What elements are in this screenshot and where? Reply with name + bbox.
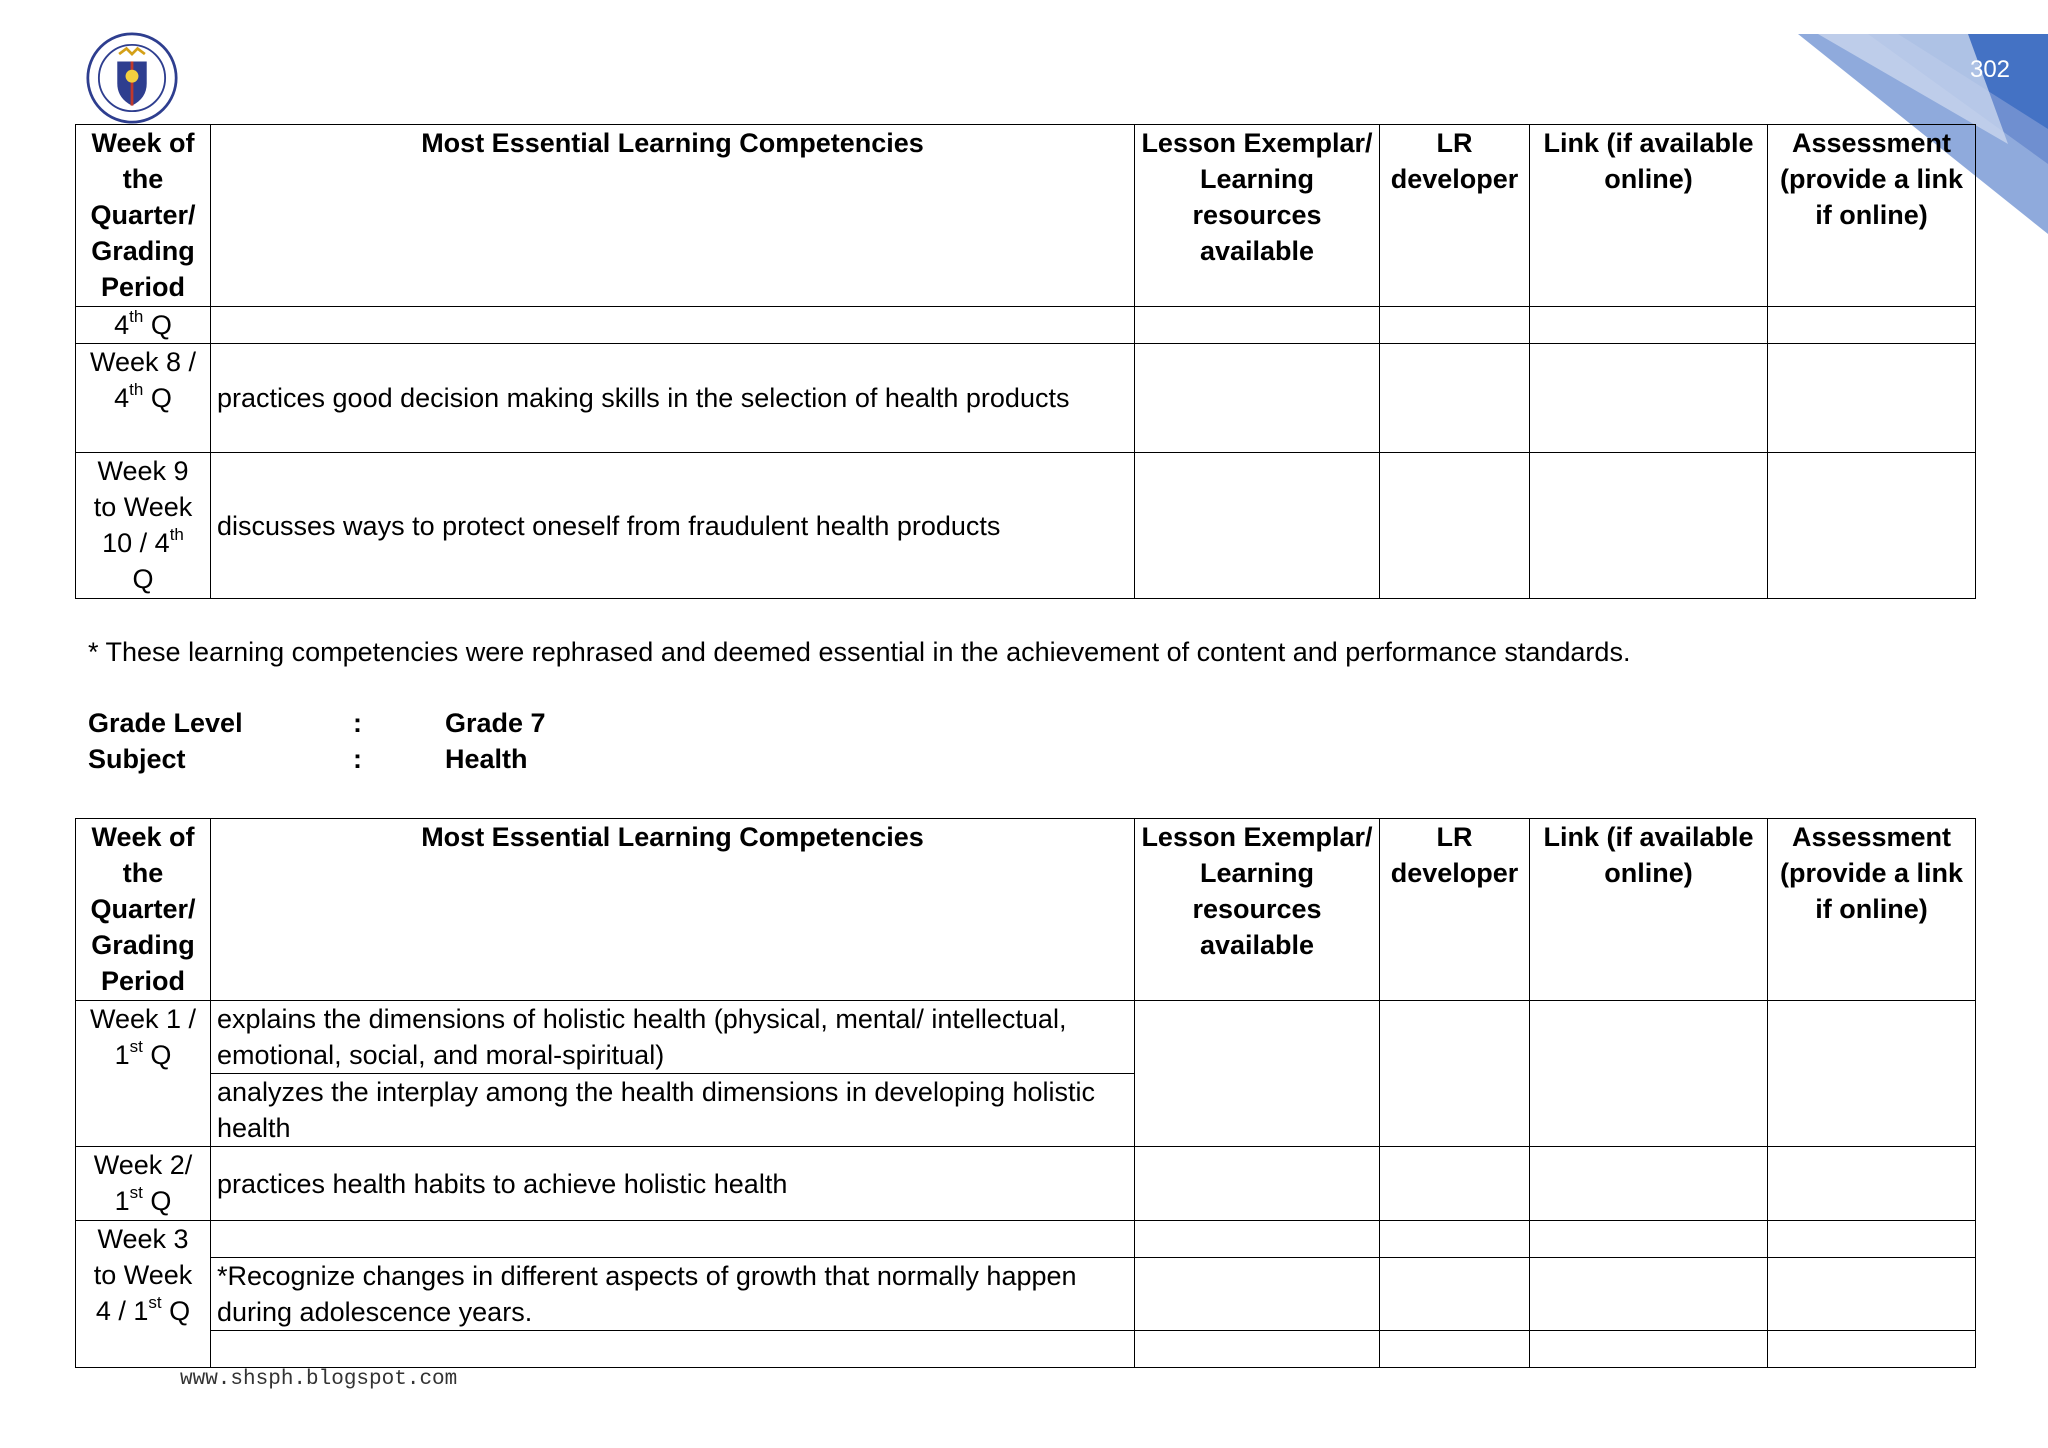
col-header-lr-developer: LR developer: [1380, 125, 1530, 307]
grade-level-label: Grade Level: [88, 708, 243, 738]
subject-value: Health: [445, 744, 528, 774]
col-header-week: Week of the Quarter/ Grading Period: [76, 125, 211, 307]
col-header-lesson-exemplar: Lesson Exemplar/ Learning resources available: [1135, 819, 1380, 1001]
deped-seal-icon: [86, 32, 178, 124]
competency-cell: discusses ways to protect oneself from fraudulent health products: [211, 453, 1135, 599]
week-cell: Week 9 to Week 10 / 4th Q: [76, 453, 211, 599]
table-row: [76, 453, 1976, 599]
page-number: 302: [1969, 56, 2011, 83]
week-cell: 4th Q: [76, 307, 211, 344]
table-row: [76, 344, 1976, 453]
col-header-link: Link (if available online): [1530, 125, 1768, 307]
week-cell: Week 8 / 4th Q: [76, 344, 211, 453]
table-header-row: [76, 125, 1976, 307]
table-row: [76, 1147, 1976, 1221]
grade-level-value: Grade 7: [445, 708, 546, 738]
week-cell: Week 1 / 1st Q: [76, 1001, 211, 1147]
subject-label: Subject: [88, 744, 186, 774]
competency-cell: practices health habits to achieve holistic health: [211, 1147, 1135, 1221]
table-row: [76, 1331, 1976, 1368]
competency-cell: [211, 307, 1135, 344]
table-row: [76, 1258, 1976, 1331]
col-header-link: Link (if available online): [1530, 819, 1768, 1001]
col-header-lesson-exemplar: Lesson Exemplar/ Learning resources available: [1135, 125, 1380, 307]
col-header-competencies: Most Essential Learning Competencies: [211, 819, 1135, 1001]
col-header-competencies: Most Essential Learning Competencies: [211, 125, 1135, 307]
col-header-week: Week of the Quarter/ Grading Period: [76, 819, 211, 1001]
footer-url: www.shsph.blogspot.com: [180, 1368, 458, 1391]
competency-cell: explains the dimensions of holistic health (physical, mental/ intellectual, emotional, social, and moral-spiritual): [211, 1001, 1135, 1074]
table-row: [76, 307, 1976, 344]
melc-table-continued: [75, 124, 1976, 599]
footnote: * These learning competencies were rephrased and deemed essential in the achievement of content and performance standards.: [88, 637, 1631, 667]
competency-cell: [211, 1221, 1135, 1258]
competency-cell: analyzes the interplay among the health dimensions in developing holistic health: [211, 1074, 1135, 1147]
week-cell: Week 2/ 1st Q: [76, 1147, 211, 1221]
week-cell: Week 3 to Week 4 / 1st Q: [76, 1221, 211, 1368]
melc-table-grade7-health: [75, 818, 1976, 1368]
table-row: [76, 1001, 1976, 1074]
col-header-assessment: Assessment (provide a link if online): [1768, 125, 1976, 307]
competency-cell: [211, 1331, 1135, 1368]
table-row: [76, 1221, 1976, 1258]
competency-cell: practices good decision making skills in the selection of health products: [211, 344, 1135, 453]
table-header-row: [76, 819, 1976, 1001]
col-header-lr-developer: LR developer: [1380, 819, 1530, 1001]
competency-cell: *Recognize changes in different aspects of growth that normally happen during adolescence years.: [211, 1258, 1135, 1331]
col-header-assessment: Assessment (provide a link if online): [1768, 819, 1976, 1001]
